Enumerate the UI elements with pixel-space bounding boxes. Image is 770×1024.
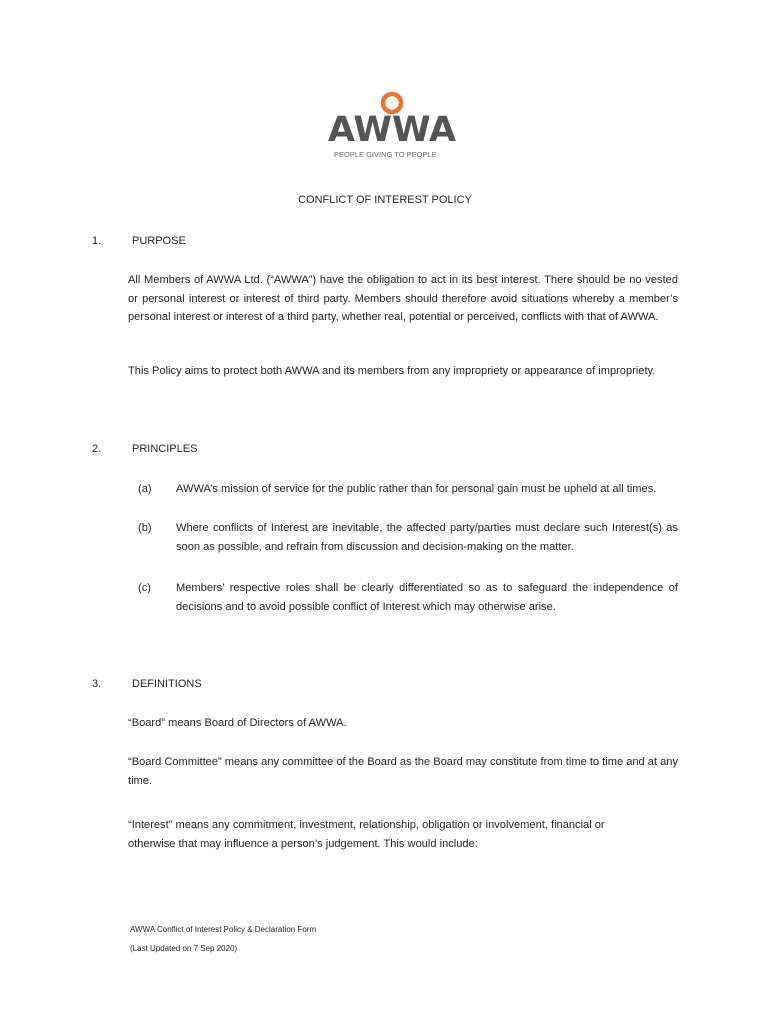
section-heading-principles: PRINCIPLES [132, 443, 198, 455]
logo-wordmark: AWWA [327, 110, 457, 150]
section-number: 3. [92, 678, 102, 690]
principle-text: AWWA’s mission of service for the public rather than for personal gain must be upheld at all times. [176, 483, 657, 495]
definition-paragraph: “Board Committee” means any committee of the Board as the Board may constitute from time to time and at any time. [128, 756, 679, 787]
principle-label: (c) [138, 582, 151, 594]
definition-paragraph: “Interest” means any commitment, investment, relationship, obligation or involvement, financial or otherwise that may influence a person’s judgement. This would include: [128, 819, 605, 850]
awwa-logo [322, 90, 462, 162]
footer-document-name: AWWA Conflict of Interest Policy & Declaration Form [130, 925, 317, 934]
section-number: 2. [92, 443, 102, 455]
purpose-paragraph: All Members of AWWA Ltd. (“AWWA”) have the obligation to act in its best interest. There should be no vested or personal interest or interest of third party. Members should therefore avoid situations whereby a member’s personal interest or interest of a third party, whether real, potential or perceived, conflicts with that of AWWA. [128, 274, 678, 324]
section-number: 1. [92, 235, 102, 247]
purpose-paragraph: This Policy aims to protect both AWWA and its members from any impropriety or appearance of impropriety. [128, 365, 656, 377]
logo-tagline: PEOPLE GIVING TO PEOPLE [334, 150, 437, 159]
section-heading-purpose: PURPOSE [132, 235, 186, 247]
principle-text: Where conflicts of Interest are inevitable, the affected party/parties must declare such Interest(s) as soon as possible, and refrain from discussion and decision-making on the matter. [176, 522, 678, 553]
section-heading-definitions: DEFINITIONS [132, 678, 202, 690]
principle-label: (a) [138, 483, 152, 495]
principle-text: Members’ respective roles shall be clearly differentiated so as to safeguard the independence of decisions and to avoid possible conflict of Interest which may otherwise arise. [176, 582, 678, 613]
document-title: CONFLICT OF INTEREST POLICY [298, 194, 472, 206]
principle-label: (b) [138, 522, 152, 534]
footer-last-updated: (Last Updated on 7 Sep 2020) [130, 944, 238, 953]
definition-paragraph: “Board” means Board of Directors of AWWA. [128, 717, 347, 729]
